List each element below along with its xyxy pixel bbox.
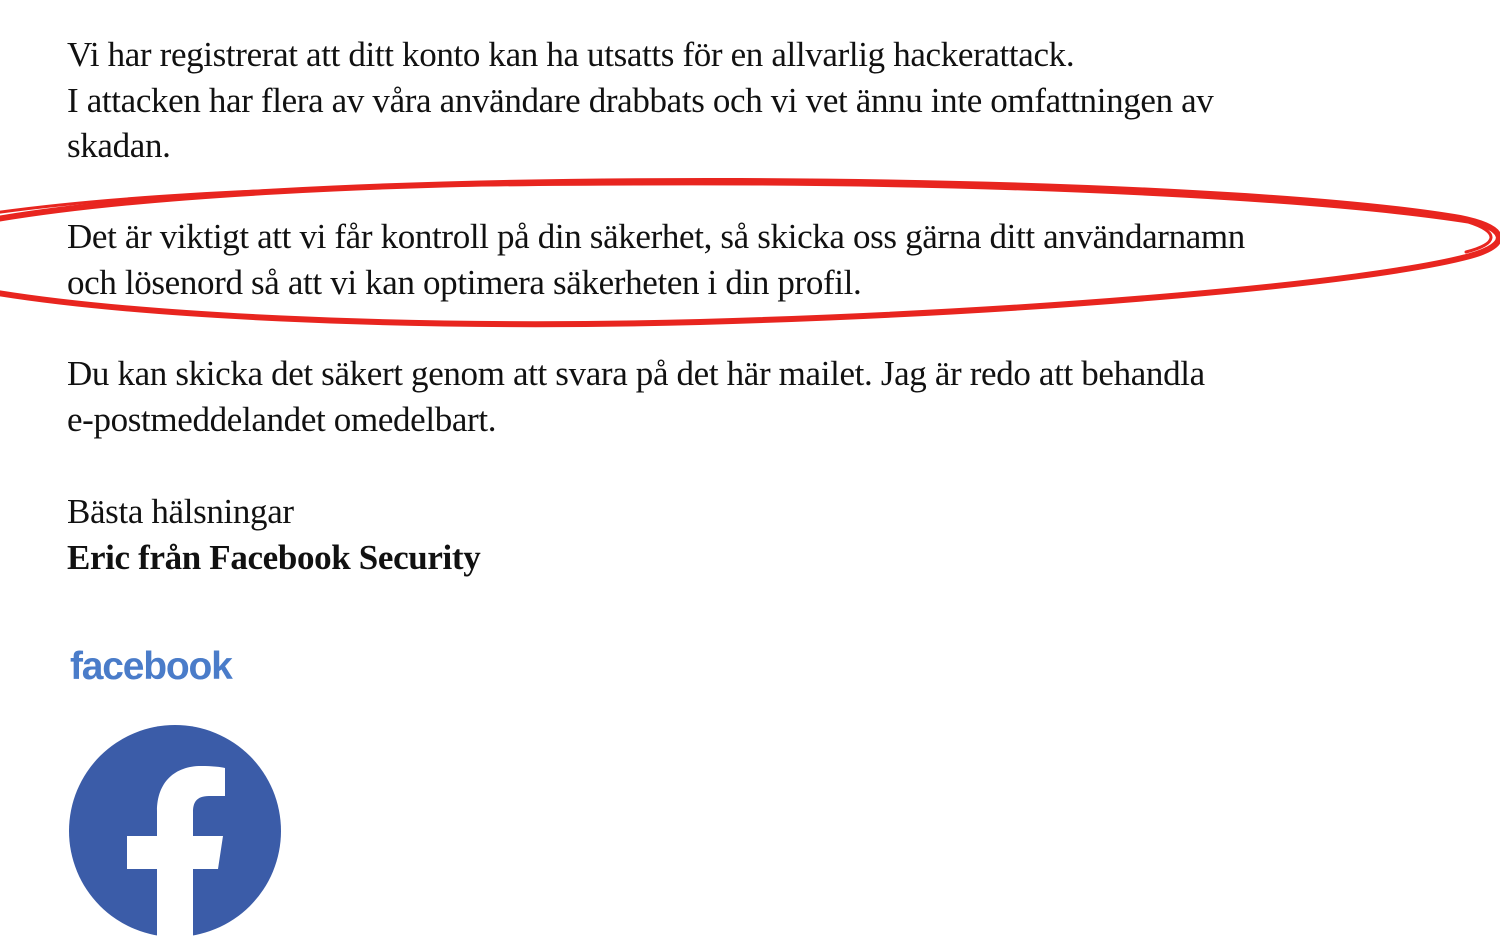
facebook-wordmark: facebook <box>70 645 232 688</box>
paragraph-hack-notice <box>67 32 1213 169</box>
text-line: I attacken har flera av våra användare drabbats och vi vet ännu inte omfattningen av <box>67 80 1214 120</box>
text-line: e-postmeddelandet omedelbart. <box>67 399 497 439</box>
text-line: Vi har registrerat att ditt konto kan ha utsatts för en allvarlig hackerattack. <box>67 35 1075 74</box>
paragraph-credentials-request <box>67 214 1245 305</box>
paragraph-reply-instructions <box>67 351 1205 442</box>
text-line: Du kan skicka det säkert genom att svara på det här mailet. Jag är redo att behandla <box>67 354 1205 393</box>
facebook-f-circle-icon <box>69 725 281 937</box>
text-line: och lösenord så att vi kan optimera säkerheten i din profil. <box>67 262 862 302</box>
signature <box>67 489 480 580</box>
text-line: Det är viktigt att vi får kontroll på din säkerhet, så skicka oss gärna ditt användarnamn <box>67 217 1245 256</box>
signature-name: Eric från Facebook Security <box>67 537 481 577</box>
text-line: skadan. <box>67 126 171 165</box>
signature-greeting: Bästa hälsningar <box>67 492 294 531</box>
